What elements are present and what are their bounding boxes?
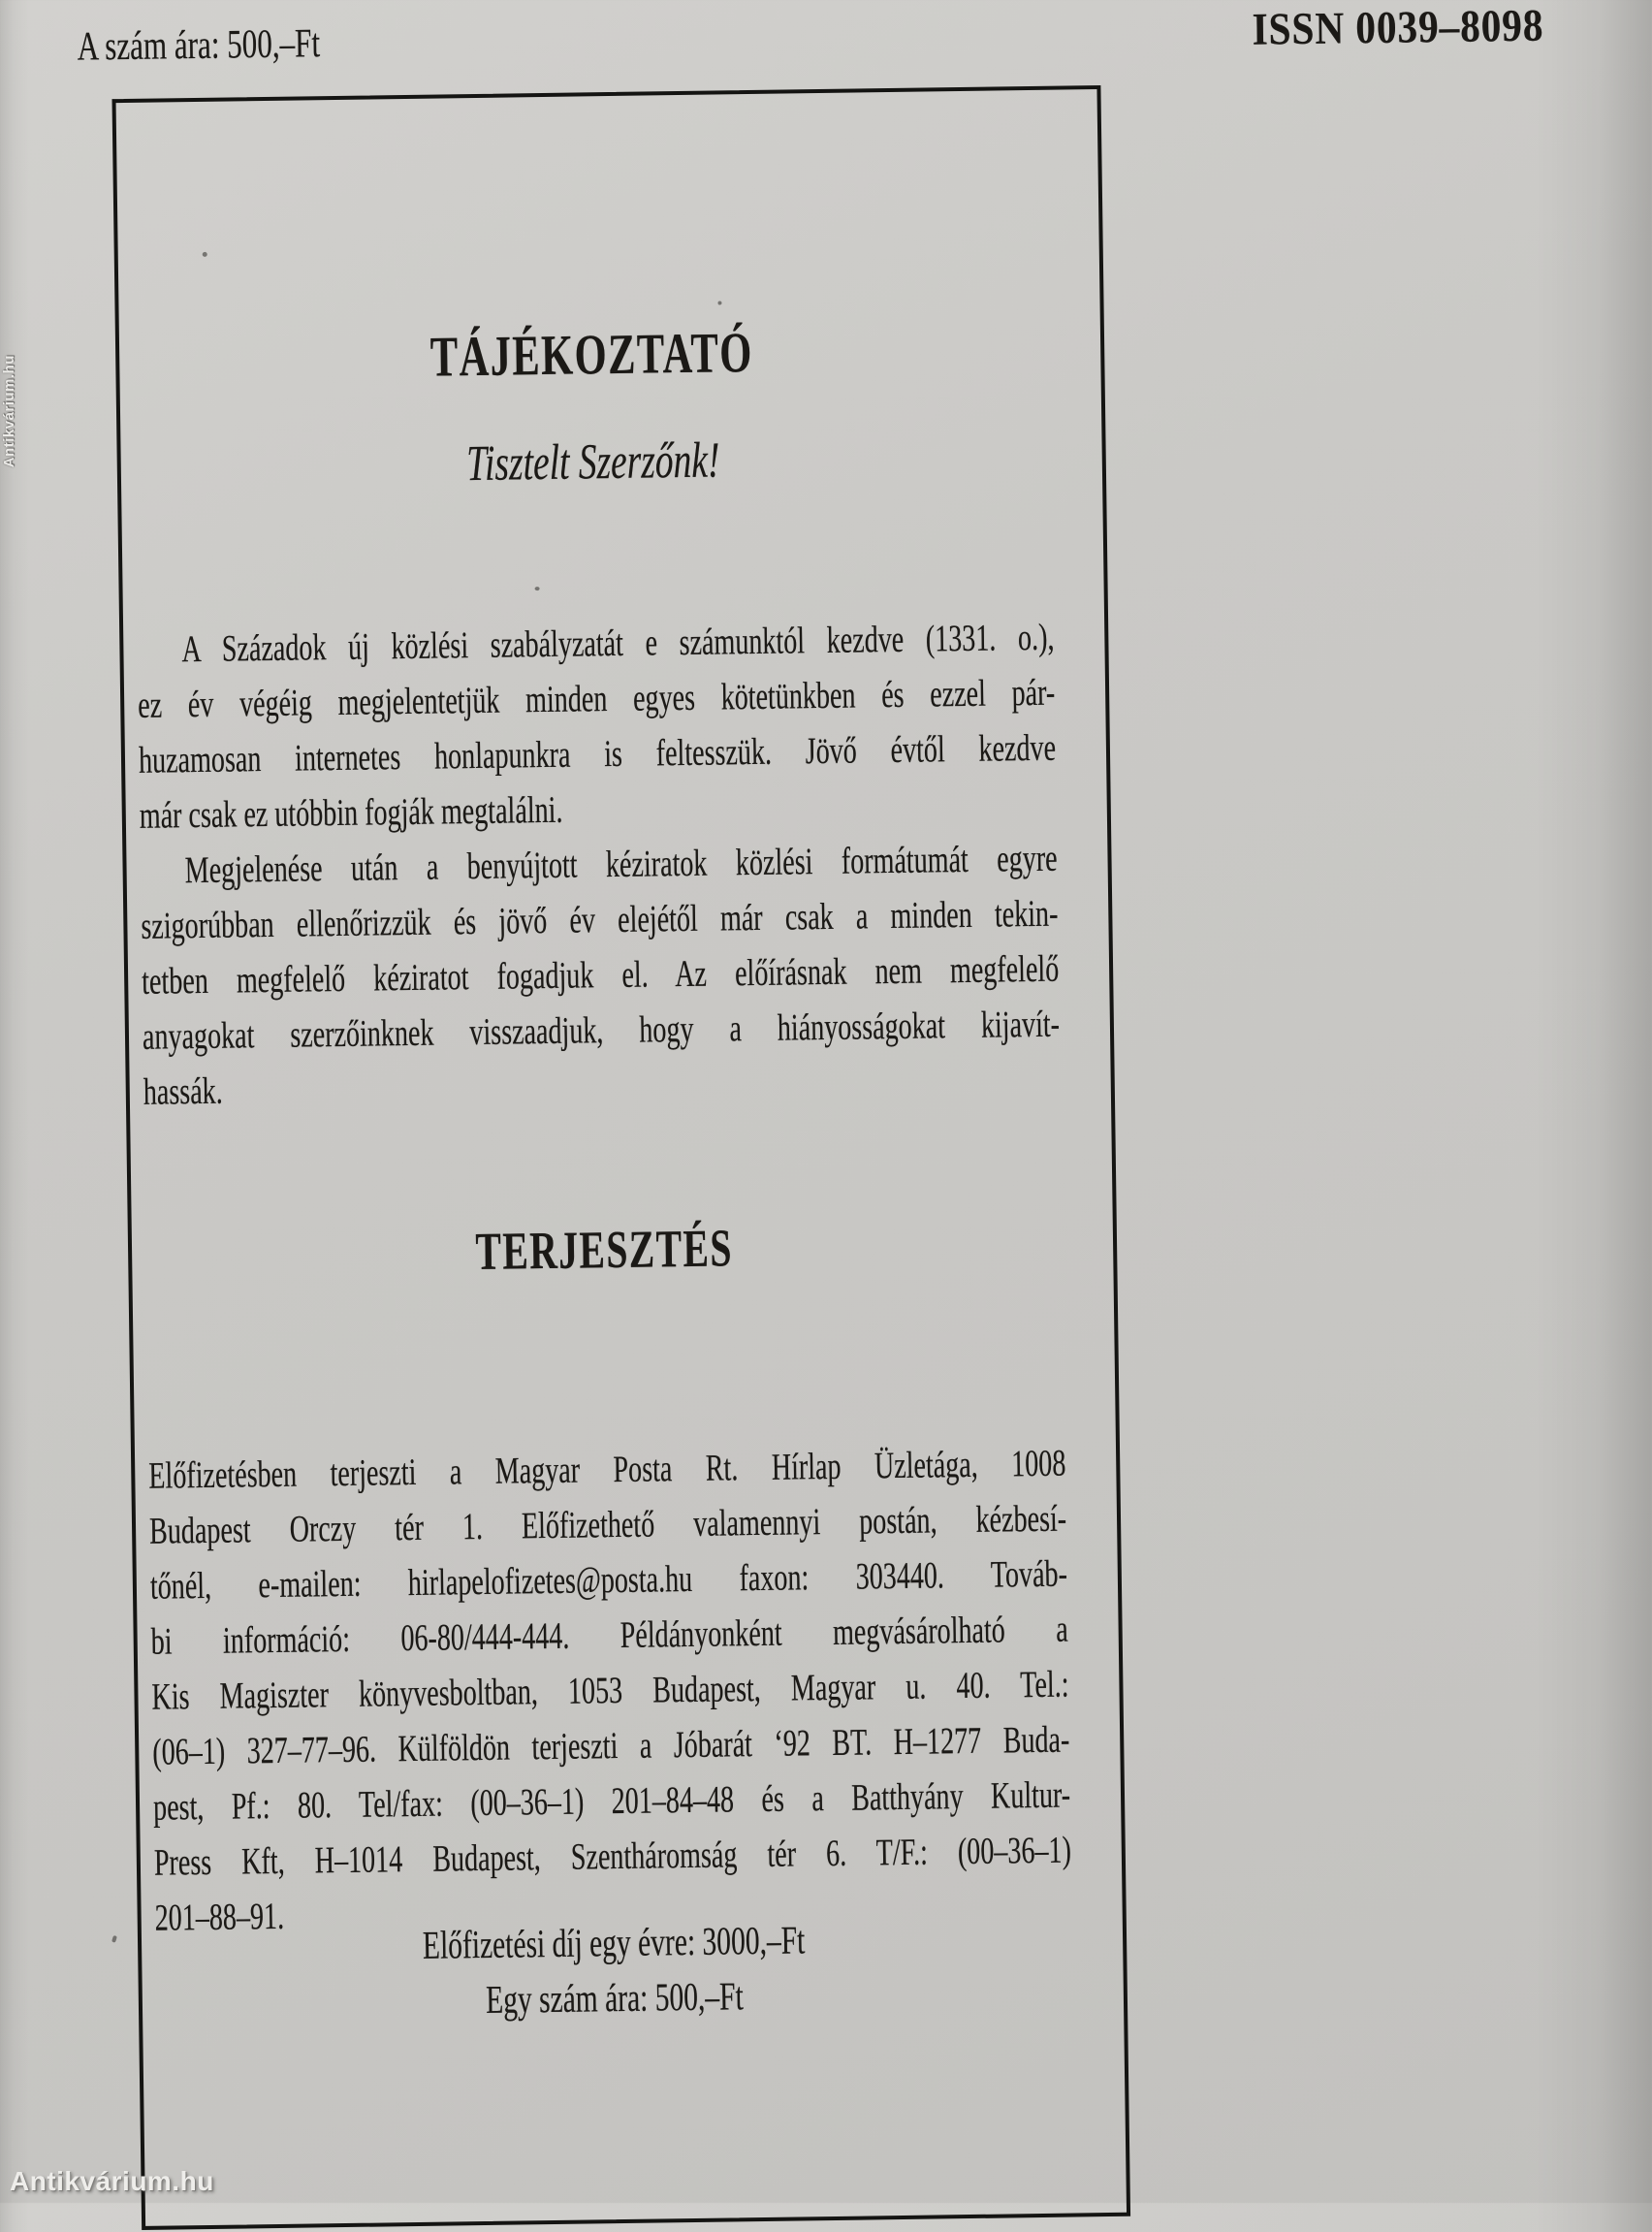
paragraph-line: Megjelenése után a benyújtott kéziratok közlési formátumát egyre	[184, 837, 1058, 892]
paragraph-line: szigorúbban ellenőrizzük és jövő év elejétől már csak a minden tekin-	[141, 892, 1059, 947]
text-column	[129, 86, 1075, 2213]
paragraph-line: már csak ez utóbbin fogják megtalálni.	[139, 788, 563, 837]
issue-price-note	[77, 19, 405, 71]
paragraph-line: huzamosan internetes honlapunkra is feltesszük. Jövő évtől kezdve	[138, 726, 1057, 781]
notice-paragraph-1	[137, 610, 1057, 844]
paragraph-line: Press Kft, H–1014 Budapest, Szentháromság tér 6. T/F.: (00–36–1)	[153, 1829, 1072, 1884]
paragraph-line: anyagokat szerzőinknek visszaadjuk, hogy a hiányosságokat kijavít-	[142, 1003, 1061, 1058]
distribution-title: TERJESZTÉS	[475, 1218, 734, 1282]
paragraph-line: tőnél, e-mailen: hirlapelofizetes@posta.hu faxon: 303440. Továb-	[149, 1552, 1068, 1608]
notice-paragraph-2	[140, 831, 1061, 1120]
issn-number	[1212, 0, 1543, 56]
scan-speck	[111, 1935, 117, 1943]
antikvarium-watermark-bottom: Antikvárium.hu	[10, 2166, 214, 2196]
issn-text: ISSN 0039–8098	[1252, 0, 1544, 55]
paragraph-line: tetben megfelelő kéziratot fogadjuk el. Az előírásnak nem megfelelő	[141, 947, 1060, 1003]
scan-speck	[535, 587, 540, 590]
paragraph-line: (06–1) 327–77–96. Külföldön terjeszti a Jóbarát ‘92 BT. H–1277 Buda-	[152, 1718, 1070, 1773]
single-issue-price-line: Egy szám ára: 500,–Ft	[485, 1973, 745, 2022]
paragraph-line: Kis Magiszter könyvesboltban, 1053 Budapest, Magyar u. 40. Tel.:	[151, 1663, 1069, 1718]
paragraph-line: A Századok új közlési szabályzatát e számunktól kezdve (1331. o.),	[181, 616, 1055, 671]
paragraph-line: pest, Pf.: 80. Tel/fax: (00–36–1) 201–84–48 és a Batthyány Kultur-	[152, 1773, 1071, 1829]
notice-salutation: Tisztelt Szerzőnk!	[465, 432, 720, 493]
issue-price-text: A szám ára: 500,–Ft	[77, 21, 321, 70]
subscription-price-line: Előfizetési díj egy évre: 3000,–Ft	[422, 1917, 806, 1967]
notice-title: TÁJÉKOZTATÓ	[429, 319, 754, 389]
paragraph-line: ez év végéig megjelentetjük minden egyes kötetünkben és ezzel pár-	[137, 671, 1056, 726]
price-lines	[155, 1909, 1074, 2032]
scan-speck	[717, 301, 721, 304]
distribution-paragraph	[148, 1436, 1072, 1946]
paragraph-line: 201–88–91.	[154, 1895, 285, 1939]
paragraph-line: Budapest Orczy tér 1. Előfizethető valamennyi postán, kézbesí-	[148, 1497, 1067, 1552]
scan-speck	[203, 252, 207, 257]
paragraph-line: Előfizetésben terjeszti a Magyar Posta Rt. Hírlap Üzletága, 1008	[148, 1442, 1066, 1497]
paragraph-line: hassák.	[143, 1069, 223, 1113]
paragraph-line: bi információ: 06-80/444-444. Példányonként megvásárolható a	[150, 1608, 1069, 1663]
antikvarium-watermark-vertical: Antikvárium.hu	[1, 355, 17, 468]
